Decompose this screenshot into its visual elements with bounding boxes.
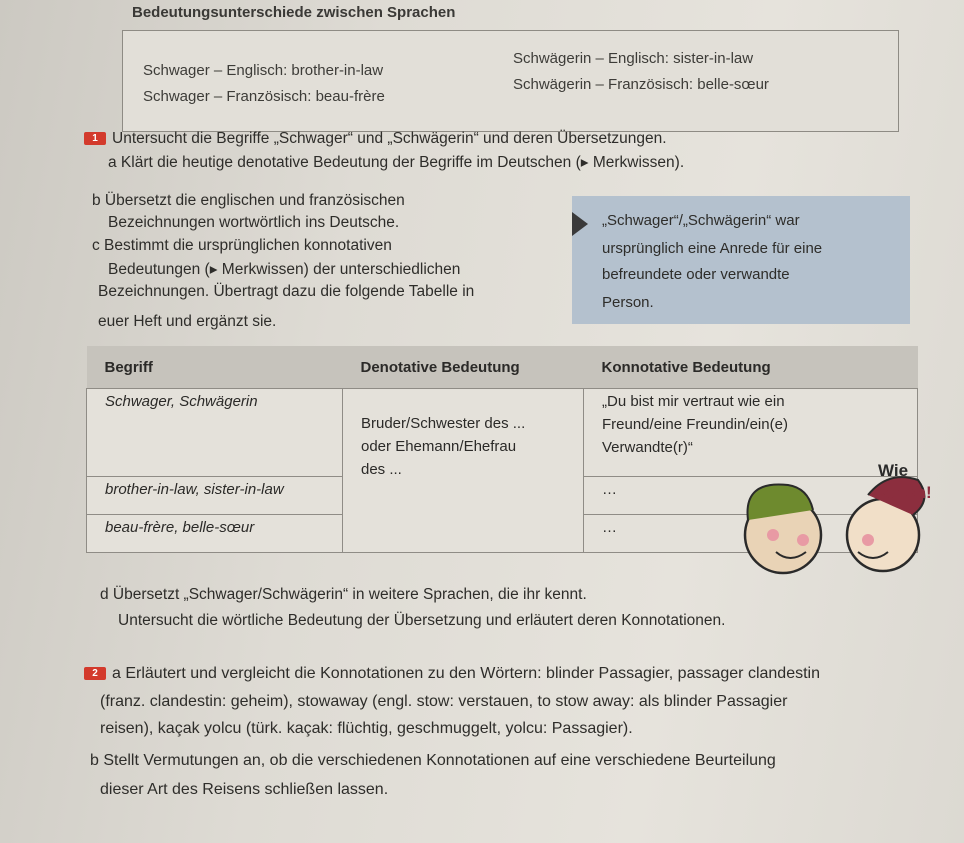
konn-3: … bbox=[602, 519, 617, 536]
task2-a-line1 bbox=[84, 665, 820, 683]
merkwissen-line4: Person. bbox=[602, 294, 654, 311]
konn-2: … bbox=[602, 481, 617, 498]
task1-intro bbox=[84, 130, 667, 148]
task1-c-line1: c Bestimmt die ursprünglichen konnotativen bbox=[92, 237, 392, 254]
task1-c-line2: Bedeutungen (▸ Merkwissen) der unterschiedlichen bbox=[108, 261, 461, 278]
term-3: beau-frère, belle-sœur bbox=[105, 519, 255, 536]
illustration-two-women bbox=[718, 440, 948, 590]
task2-b-line2: dieser Art des Reisens schließen lassen. bbox=[100, 781, 389, 798]
header-konnotativ: Konnotative Bedeutung bbox=[584, 346, 918, 389]
translation-left-2: Schwager – Französisch: beau-frère bbox=[143, 88, 385, 105]
denotative-line2: oder Ehemann/Ehefrau bbox=[361, 438, 517, 455]
task2-b-line1: b Stellt Vermutungen an, ob die verschiedenen Konnotationen auf eine verschiedene Beurteilung bbox=[90, 752, 776, 769]
task1-c-line4: euer Heft und ergänzt sie. bbox=[98, 313, 277, 330]
speech-line2: schön! bbox=[876, 483, 932, 502]
task1-b-line1: b Übersetzt die englischen und französischen bbox=[92, 192, 405, 209]
speech-line1: Wie bbox=[878, 461, 909, 480]
table-row-2-term bbox=[87, 477, 343, 515]
term-1: Schwager, Schwägerin bbox=[105, 393, 258, 410]
translation-right-1: Schwägerin – Englisch: sister-in-law bbox=[513, 50, 754, 67]
merkwissen-line2: ursprünglich eine Anrede für eine bbox=[602, 240, 823, 257]
konn-1-line1: „Du bist mir vertraut wie ein bbox=[602, 393, 785, 410]
task1-marker: 1 bbox=[84, 132, 106, 145]
merkwissen-line3: befreundete oder verwandte bbox=[602, 266, 790, 283]
merkwissen-line1: „Schwager“/„Schwägerin“ war bbox=[602, 212, 800, 229]
left-face-icon bbox=[745, 484, 821, 573]
task1-d: d Übersetzt „Schwager/Schwägerin“ in weitere Sprachen, die ihr kennt. bbox=[100, 586, 587, 603]
translation-left-1: Schwager – Englisch: brother-in-law bbox=[143, 62, 384, 79]
header-begriff: Begriff bbox=[87, 346, 343, 389]
task1-b-line2: Bezeichnungen wortwörtlich ins Deutsche. bbox=[108, 214, 400, 231]
task2-marker: 2 bbox=[84, 667, 106, 680]
konn-1-line3: Verwandte(r)“ bbox=[602, 439, 693, 456]
konn-1-line2: Freund/eine Freundin/ein(e) bbox=[602, 416, 788, 433]
task1-intro-text: Untersucht die Begriffe „Schwager“ und „Schwägerin“ und deren Übersetzungen. bbox=[112, 130, 667, 147]
task2-a-text1: a Erläutert und vergleicht die Konnotationen zu den Wörtern: blinder Passagier, passager clandestin bbox=[112, 665, 820, 682]
section-title: Bedeutungsunterschiede zwischen Sprachen bbox=[132, 4, 456, 21]
table-denotative-cell bbox=[343, 389, 584, 553]
task1-d-line2: Untersucht die wörtliche Bedeutung der Übersetzung und erläutert deren Konnotationen. bbox=[118, 612, 726, 629]
header-denotativ: Denotative Bedeutung bbox=[343, 346, 584, 389]
translation-right-2: Schwägerin – Französisch: belle-sœur bbox=[513, 76, 769, 93]
task2-a-line3: reisen), kaçak yolcu (türk. kaçak: flüchtig, geschmuggelt, yolcu: Passagier). bbox=[100, 720, 633, 737]
translation-box bbox=[122, 30, 899, 132]
denotative-line1: Bruder/Schwester des ... bbox=[361, 415, 526, 432]
table-row-3-term bbox=[87, 515, 343, 553]
arrow-icon bbox=[572, 212, 588, 236]
task1-a: a Klärt die heutige denotative Bedeutung der Begriffe im Deutschen (▸ Merkwissen). bbox=[108, 154, 685, 171]
task2-a-line2: (franz. clandestin: geheim), stowaway (engl. stow: verstauen, to stow away: als blinder Passagier bbox=[100, 693, 788, 710]
denotative-line3: des ... bbox=[361, 461, 402, 478]
task1-c-line3: Bezeichnungen. Übertragt dazu die folgende Tabelle in bbox=[98, 283, 475, 300]
table-row-1-term bbox=[87, 389, 343, 477]
term-2: brother-in-law, sister-in-law bbox=[105, 481, 284, 498]
